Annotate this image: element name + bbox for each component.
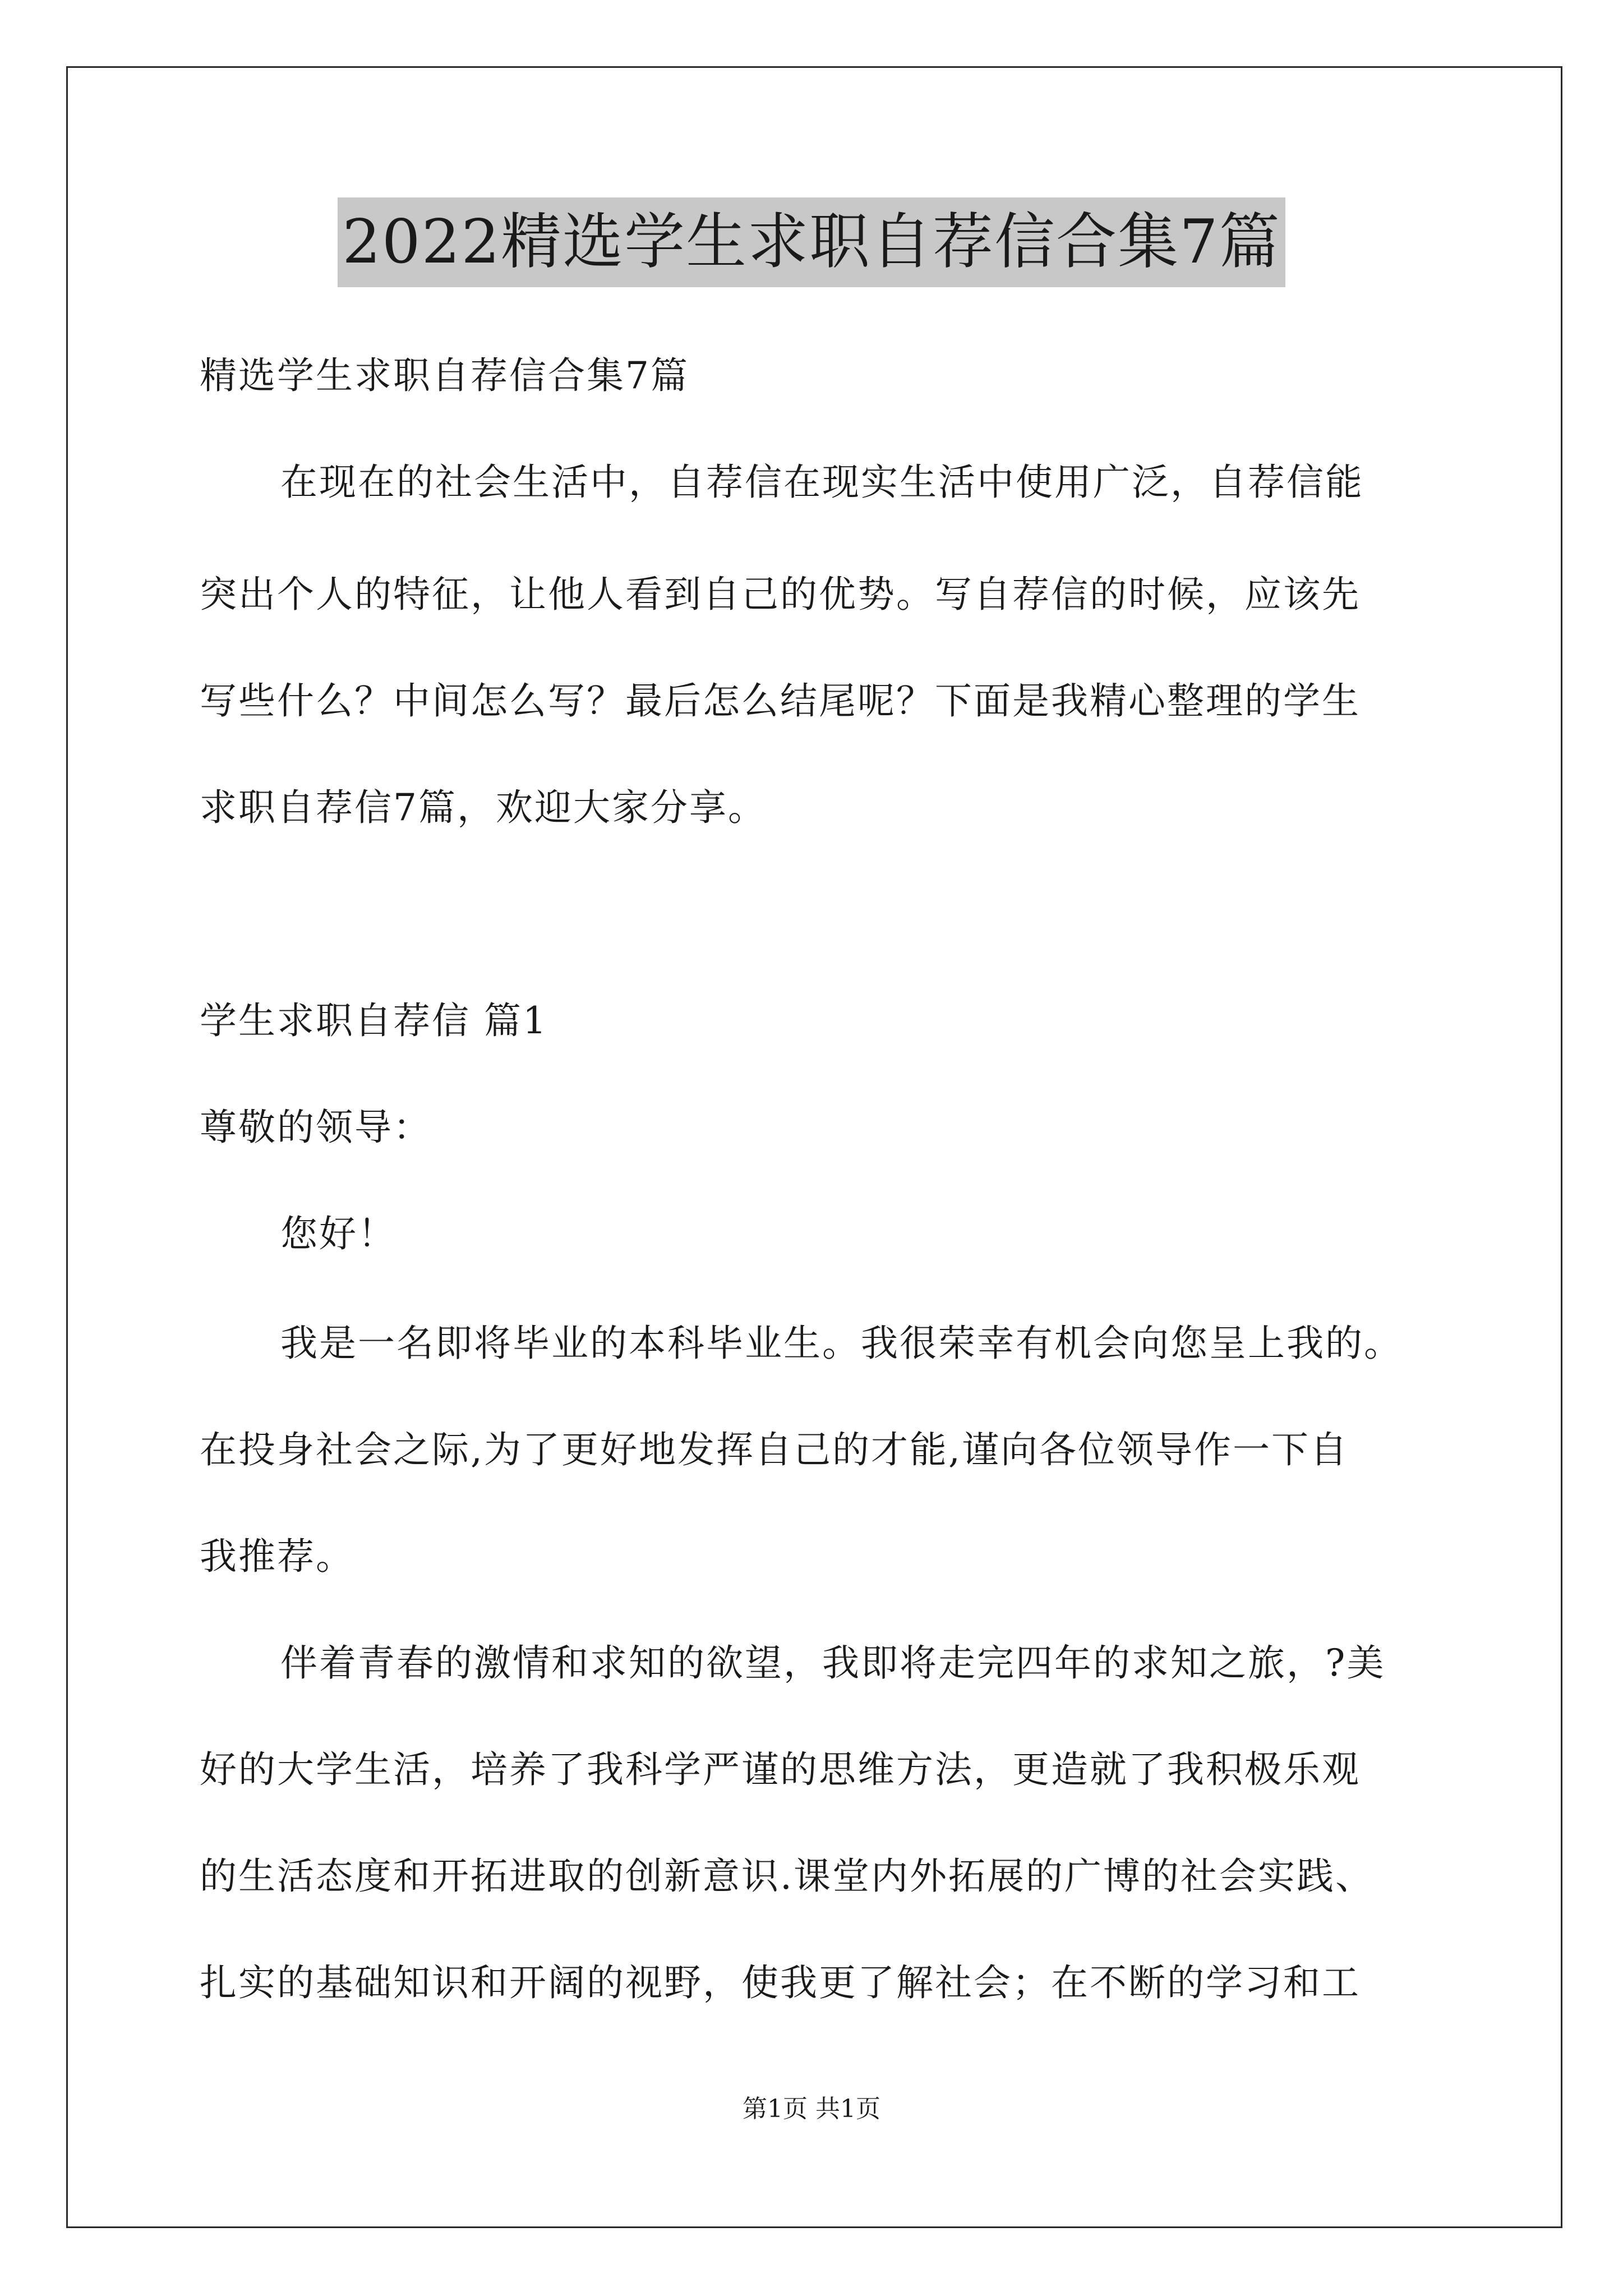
body-paragraph-line: 好的大学生活，培养了我科学严谨的思维方法，更造就了我积极乐观 bbox=[200, 1748, 1361, 1791]
document-title: 2022精选学生求职自荐信合集7篇 bbox=[338, 197, 1285, 287]
body-paragraph-line: 的生活态度和开拓进取的创新意识.课堂内外拓展的广博的社会实践、 bbox=[200, 1855, 1374, 1898]
body-paragraph-line: 在投身社会之际,为了更好地发挥自己的才能,谨向各位领导作一下自 bbox=[200, 1428, 1349, 1471]
subtitle-line: 精选学生求职自荐信合集7篇 bbox=[200, 354, 689, 397]
intro-paragraph-line: 突出个人的特征，让他人看到自己的优势。写自荐信的时候，应该先 bbox=[200, 573, 1361, 616]
intro-paragraph-line: 求职自荐信7篇，欢迎大家分享。 bbox=[200, 786, 767, 829]
salutation: 尊敬的领导： bbox=[200, 1106, 432, 1149]
greeting: 您好！ bbox=[280, 1212, 396, 1255]
body-paragraph-line: 我推荐。 bbox=[200, 1535, 354, 1578]
intro-paragraph-line: 在现在的社会生活中，自荐信在现实生活中使用广泛，自荐信能 bbox=[280, 461, 1364, 504]
section-heading: 学生求职自荐信 篇1 bbox=[200, 999, 548, 1042]
title-container bbox=[0, 197, 1623, 287]
body-paragraph-line: 伴着青春的激情和求知的欲望，我即将走完四年的求知之旅，?美 bbox=[280, 1641, 1386, 1685]
body-paragraph-line: 扎实的基础知识和开阔的视野，使我更了解社会；在不断的学习和工 bbox=[200, 1961, 1361, 2004]
intro-paragraph-line: 写些什么？中间怎么写？最后怎么结尾呢？下面是我精心整理的学生 bbox=[200, 679, 1361, 723]
body-paragraph-line: 我是一名即将毕业的本科毕业生。我很荣幸有机会向您呈上我的。 bbox=[280, 1322, 1403, 1365]
page-footer: 第1页 共1页 bbox=[743, 2095, 880, 2123]
